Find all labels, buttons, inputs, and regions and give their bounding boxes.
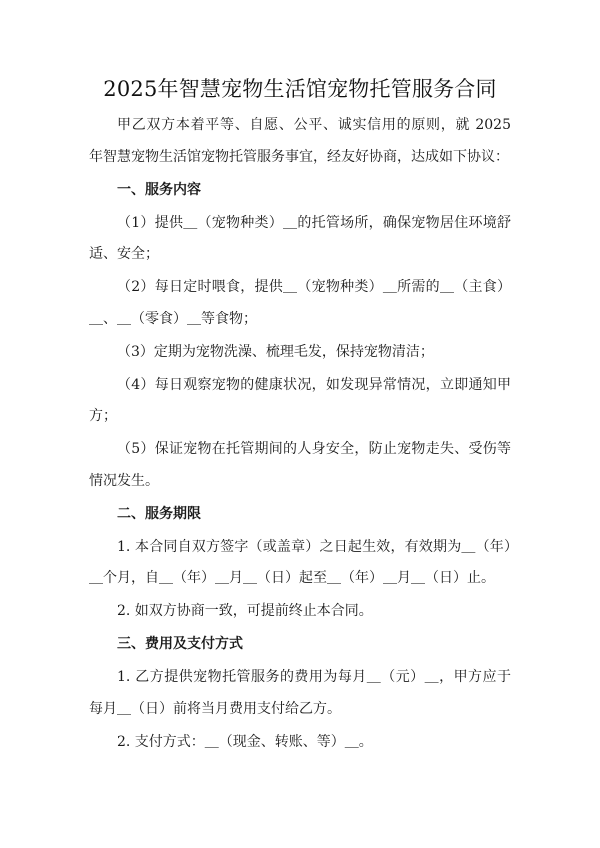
service-item-4: （4）每日观察宠物的健康状况，如发现异常情况，立即通知甲方； xyxy=(89,376,511,424)
intro-paragraph: 甲乙双方本着平等、自愿、公平、诚实信用的原则，就 2025 年智慧宠物生活馆宠物托管服务事宜，经友好协商，达成如下协议： xyxy=(89,117,511,165)
section-heading-fees-payment: 三、费用及支付方式 xyxy=(117,636,243,652)
fee-item-2: 2. 支付方式：＿（现金、转账、等）＿。 xyxy=(117,733,373,750)
service-item-1: （1）提供＿（宠物种类）＿的托管场所，确保宠物居住环境舒适、安全； xyxy=(89,214,511,262)
service-item-5: （5）保证宠物在托管期间的人身安全，防止宠物走失、受伤等情况发生。 xyxy=(89,441,511,489)
fee-item-1: 1. 乙方提供宠物托管服务的费用为每月＿（元）＿，甲方应于每月＿（日）前将当月费用支付给乙方。 xyxy=(89,669,511,717)
document-title: 2025年智慧宠物生活馆宠物托管服务合同 xyxy=(103,77,497,101)
service-item-3: （3）定期为宠物洗澡、梳理毛发，保持宠物清洁； xyxy=(117,343,434,360)
section-heading-service-term: 二、服务期限 xyxy=(117,505,201,522)
term-item-2: 2. 如双方协商一致，可提前终止本合同。 xyxy=(117,603,373,619)
document-body xyxy=(89,110,511,758)
section-heading-service-content: 一、服务内容 xyxy=(117,181,201,198)
term-item-1: 1. 本合同自双方签字（或盖章）之日起生效，有效期为＿（年）＿个月，自＿（年）＿月＿（日）起至＿（年）＿月＿（日）止。 xyxy=(89,538,511,586)
service-item-2: （2）每日定时喂食，提供＿（宠物种类）＿所需的＿（主食）＿、＿（零食）＿等食物； xyxy=(89,279,511,327)
